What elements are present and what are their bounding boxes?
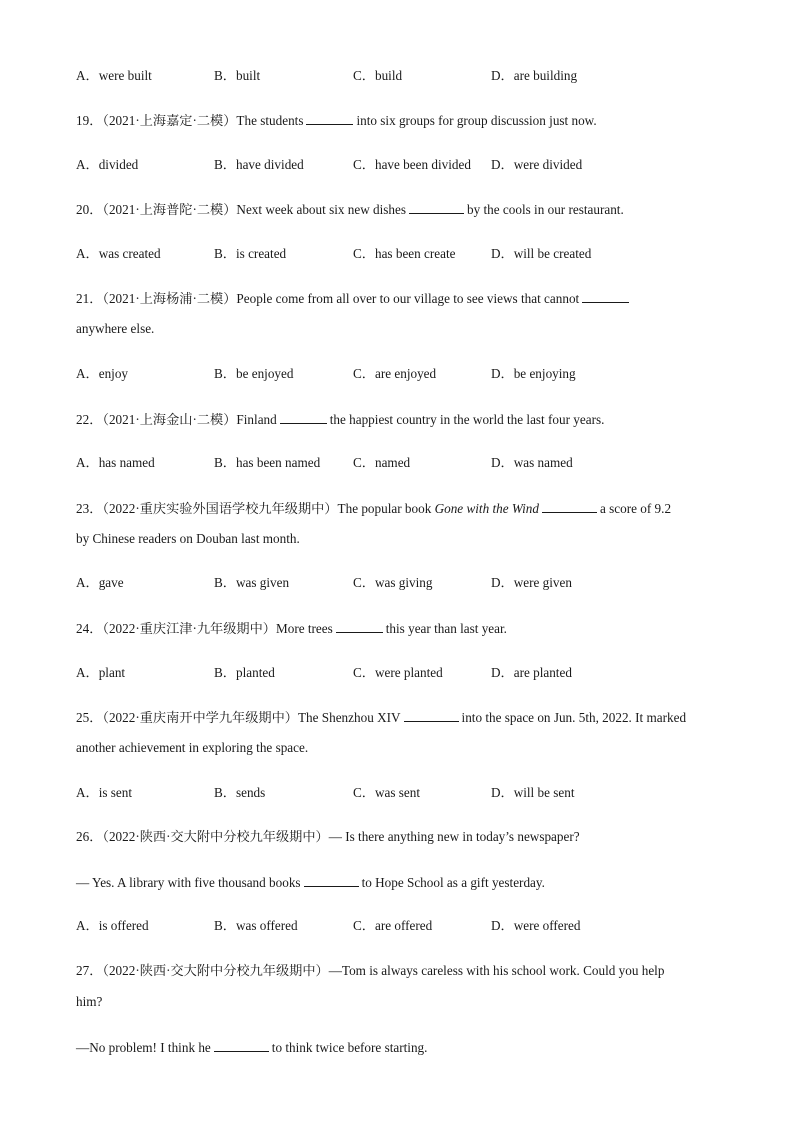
q21-option-c: C．are enjoyed [353,366,437,381]
q25-option-a: A．is sent [76,785,133,800]
q24-options [76,665,736,681]
q21-options [76,366,736,382]
q23-option-b: B．was given [214,575,290,590]
answer-blank [542,500,597,513]
q26-stem-line2: — Yes. A library with five thousand books to Hope School as a gift yesterday. [76,875,545,890]
q18-option-b: B．built [214,68,261,83]
q21-stem-line2: anywhere else. [76,321,155,336]
q18-option-d: D．are building [491,68,578,83]
answer-blank [409,201,464,214]
q23-option-d: D．were given [491,575,572,590]
book-title: Gone with the Wind [434,501,539,516]
q26-option-d: D．were offered [491,918,581,933]
answer-blank [582,290,629,303]
q19-option-d: D．were divided [491,157,583,172]
q22-option-c: C．named [353,455,411,470]
q22-options [76,455,736,471]
q21-stem: 21．（2021·上海杨浦·二模）People come from all over to our village to see views that cannot [76,290,734,307]
q27-stem-line3: —No problem! I think he to think twice before starting. [76,1040,428,1055]
q18-option-a: A．were built [76,68,152,83]
q23-option-c: C．was giving [353,575,433,590]
q23-stem: 23．（2022·重庆实验外国语学校九年级期中）The popular book Gone with the Wind a score of 9.2 [76,501,672,516]
q20-option-b: B．is created [214,246,287,261]
q24-option-b: B．planted [214,665,275,680]
q26-stem: 26．（2022·陕西·交大附中分校九年级期中）— Is there anything new in today’s newspaper? [76,829,580,844]
answer-blank [304,874,359,887]
q18-option-c: C．build [353,68,403,83]
q26-option-a: A．is offered [76,918,149,933]
q23-stem-line2: by Chinese readers on Douban last month. [76,531,300,546]
answer-blank [280,411,327,424]
q26-option-c: C．are offered [353,918,433,933]
q26-option-b: B．was offered [214,918,298,933]
answer-blank [306,112,353,125]
q25-stem: 25．（2022·重庆南开中学九年级期中）The Shenzhou XIV into the space on Jun. 5th, 2022. It marked [76,710,687,725]
q25-option-b: B．sends [214,785,266,800]
answer-blank [404,709,459,722]
q25-stem-line2: another achievement in exploring the space. [76,740,309,755]
q20-option-a: A．was created [76,246,161,261]
q19-option-c: C．have been divided [353,157,471,172]
q25-option-d: D．will be sent [491,785,575,800]
q19-stem: 19．（2021·上海嘉定·二模）The students into six groups for group discussion just now. [76,113,597,128]
q22-option-a: A．has named [76,455,155,470]
q24-option-a: A．plant [76,665,126,680]
q21-option-d: D．be enjoying [491,366,576,381]
q21-option-a: A．enjoy [76,366,129,381]
q25-options [76,785,736,801]
q19-option-b: B．have divided [214,157,304,172]
q23-options [76,575,736,591]
q19-options [76,157,736,173]
q27-stem-line2: him? [76,994,103,1009]
q20-option-c: C．has been create [353,246,456,261]
q22-stem: 22．（2021·上海金山·二模）Finland the happiest country in the world the last four years. [76,412,605,427]
q24-option-c: C．were planted [353,665,443,680]
q26-options [76,918,736,934]
q24-option-d: D．are planted [491,665,572,680]
answer-blank [336,620,383,633]
q18-options [76,68,736,84]
q21-option-b: B．be enjoyed [214,366,294,381]
q22-option-b: B．has been named [214,455,321,470]
q22-option-d: D．was named [491,455,573,470]
q20-option-d: D．will be created [491,246,592,261]
q27-stem: 27．（2022·陕西·交大附中分校九年级期中）—Tom is always careless with his school work. Could you help [76,963,665,978]
q25-option-c: C．was sent [353,785,421,800]
q20-options [76,246,736,262]
answer-blank [214,1039,269,1052]
q19-option-a: A．divided [76,157,139,172]
q23-option-a: A．gave [76,575,124,590]
q24-stem: 24．（2022·重庆江津·九年级期中）More trees this year than last year. [76,621,507,636]
q20-stem: 20．（2021·上海普陀·二模）Next week about six new dishes by the cools in our restaurant. [76,202,624,217]
